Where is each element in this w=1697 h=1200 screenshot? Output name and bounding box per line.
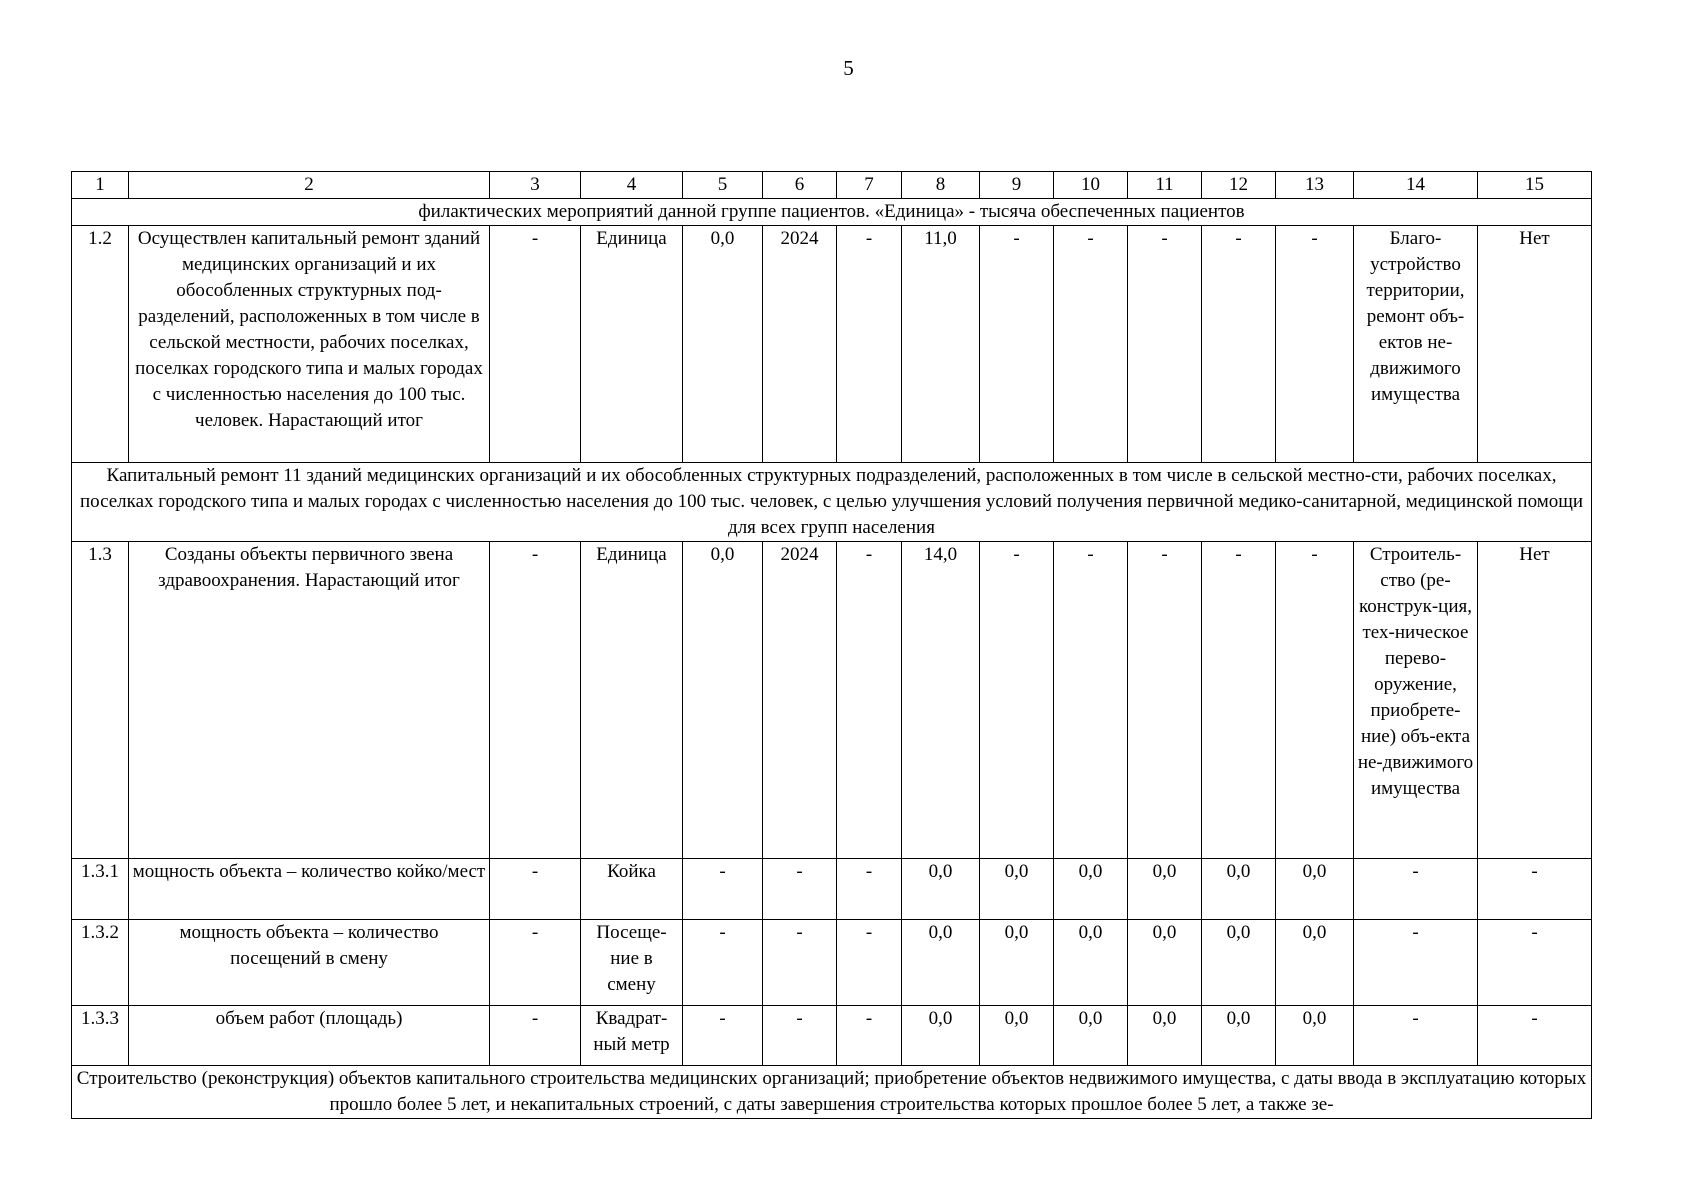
- table-row-1-2: [72, 226, 1592, 463]
- column-number-row: [72, 172, 1592, 199]
- cell: -: [1054, 226, 1128, 463]
- continuation-row: [72, 199, 1592, 226]
- header-cell: 8: [902, 172, 980, 199]
- page-number: 5: [843, 56, 854, 80]
- cell: -: [490, 542, 581, 859]
- cell: 0,0: [1054, 1006, 1128, 1066]
- cell: 0,0: [1054, 920, 1128, 1006]
- cell: 0,0: [902, 1006, 980, 1066]
- cell: 2024: [763, 226, 837, 463]
- header-cell: 9: [980, 172, 1054, 199]
- cell: -: [763, 859, 837, 920]
- indicator-description: объем работ (площадь): [129, 1006, 490, 1066]
- cell: 0,0: [902, 920, 980, 1006]
- cell: 0,0: [1202, 859, 1276, 920]
- cell: 0,0: [980, 1006, 1054, 1066]
- cell: -: [490, 920, 581, 1006]
- header-cell: 7: [837, 172, 902, 199]
- cell: 0,0: [980, 859, 1054, 920]
- header-cell: 1: [72, 172, 129, 199]
- cell: -: [683, 859, 763, 920]
- cell: Нет: [1478, 226, 1592, 463]
- cell: 0,0: [683, 226, 763, 463]
- indicator-description: мощность объекта – количество посещений в смену: [129, 920, 490, 1006]
- header-cell: 3: [490, 172, 581, 199]
- cell: -: [763, 1006, 837, 1066]
- cell: -: [1354, 920, 1478, 1006]
- cell: Нет: [1478, 542, 1592, 859]
- cell: -: [837, 920, 902, 1006]
- header-cell: 10: [1054, 172, 1128, 199]
- cell: -: [1478, 920, 1592, 1006]
- cell: -: [1202, 542, 1276, 859]
- cell: -: [1276, 226, 1354, 463]
- table-row-1-3-1: [72, 859, 1592, 920]
- header-cell: 13: [1276, 172, 1354, 199]
- measure-type-cell: Строитель-ство (ре-конструк-ция, тех-ническое перево-оружение, приобрете-ние) объ-екта не-движимого имущества: [1354, 542, 1478, 859]
- measure-type-cell: Благо-устройство территории, ремонт объ-ектов не-движимого имущества: [1354, 226, 1478, 463]
- cell: 14,0: [902, 542, 980, 859]
- table-row-1-3-2: [72, 920, 1592, 1006]
- cell: 0,0: [1276, 859, 1354, 920]
- cell: 2024: [763, 542, 837, 859]
- cell: 0,0: [1054, 859, 1128, 920]
- cell: 0,0: [1276, 920, 1354, 1006]
- cell: -: [1128, 226, 1202, 463]
- cell: -: [763, 920, 837, 1006]
- header-cell: 15: [1478, 172, 1592, 199]
- result-row-1-3: [72, 1066, 1592, 1119]
- cell: -: [980, 542, 1054, 859]
- cell: 0,0: [1276, 1006, 1354, 1066]
- continuation-text: филактических мероприятий данной группе пациентов. «Единица» - тысяча обеспеченных пациентов: [72, 199, 1592, 226]
- cell: -: [837, 859, 902, 920]
- cell: -: [683, 1006, 763, 1066]
- table-row-1-3: [72, 542, 1592, 859]
- header-cell: 12: [1202, 172, 1276, 199]
- indicator-description: Осуществлен капитальный ремонт зданий медицинских организаций и их обособленных структурных под-разделений, расположенных в том числе в сельской местности, рабочих поселках, поселках городского типа и малых городах с численностью населения до 100 тыс. человек. Нарастающий итог: [129, 226, 490, 463]
- cell: -: [1478, 859, 1592, 920]
- unit-cell: Койка: [581, 859, 683, 920]
- cell: -: [490, 859, 581, 920]
- row-number: 1.3.3: [72, 1006, 129, 1066]
- cell: -: [1478, 1006, 1592, 1066]
- cell: 0,0: [902, 859, 980, 920]
- result-row-1-2: [72, 463, 1592, 542]
- header-cell: 2: [129, 172, 490, 199]
- cell: -: [1128, 542, 1202, 859]
- row-number: 1.3.1: [72, 859, 129, 920]
- cell: 0,0: [1128, 920, 1202, 1006]
- row-number: 1.3: [72, 542, 129, 859]
- cell: -: [1202, 226, 1276, 463]
- table-row-1-3-3: [72, 1006, 1592, 1066]
- unit-cell: Квадрат-ный метр: [581, 1006, 683, 1066]
- header-cell: 11: [1128, 172, 1202, 199]
- header-cell: 14: [1354, 172, 1478, 199]
- cell: -: [1276, 542, 1354, 859]
- unit-cell: Единица: [581, 542, 683, 859]
- unit-cell: Единица: [581, 226, 683, 463]
- header-cell: 4: [581, 172, 683, 199]
- cell: 0,0: [980, 920, 1054, 1006]
- cell: -: [837, 226, 902, 463]
- header-cell: 5: [683, 172, 763, 199]
- result-description: Строительство (реконструкция) объектов капитального строительства медицинских организаций; приобретение объектов недвижимого имущества, с даты ввода в эксплуатацию которых прошло более 5 лет, и некапитальных строений, с даты завершения строительства которых прошлое более 5 лет, а также зе-: [72, 1066, 1592, 1119]
- cell: 0,0: [1202, 1006, 1276, 1066]
- cell: 0,0: [1128, 859, 1202, 920]
- cell: -: [837, 542, 902, 859]
- cell: 11,0: [902, 226, 980, 463]
- cell: -: [980, 226, 1054, 463]
- cell: -: [1354, 859, 1478, 920]
- cell: -: [1054, 542, 1128, 859]
- row-number: 1.3.2: [72, 920, 129, 1006]
- cell: 0,0: [1202, 920, 1276, 1006]
- result-description: Капитальный ремонт 11 зданий медицинских организаций и их обособленных структурных подразделений, расположенных в том числе в сельской местно-сти, рабочих поселках, поселках городского типа и малых городах с численностью населения до 100 тыс. человек, с целью улучшения условий получения первичной медико-санитарной, медицинской помощи для всех групп населения: [72, 463, 1592, 542]
- indicator-description: мощность объекта – количество койко/мест: [129, 859, 490, 920]
- header-cell: 6: [763, 172, 837, 199]
- cell: -: [490, 226, 581, 463]
- cell: -: [683, 920, 763, 1006]
- unit-cell: Посеще-ние в смену: [581, 920, 683, 1006]
- cell: -: [490, 1006, 581, 1066]
- cell: -: [837, 1006, 902, 1066]
- row-number: 1.2: [72, 226, 129, 463]
- indicators-table: [71, 171, 1592, 1119]
- cell: 0,0: [1128, 1006, 1202, 1066]
- cell: 0,0: [683, 542, 763, 859]
- indicator-description: Созданы объекты первичного звена здравоохранения. Нарастающий итог: [129, 542, 490, 859]
- cell: -: [1354, 1006, 1478, 1066]
